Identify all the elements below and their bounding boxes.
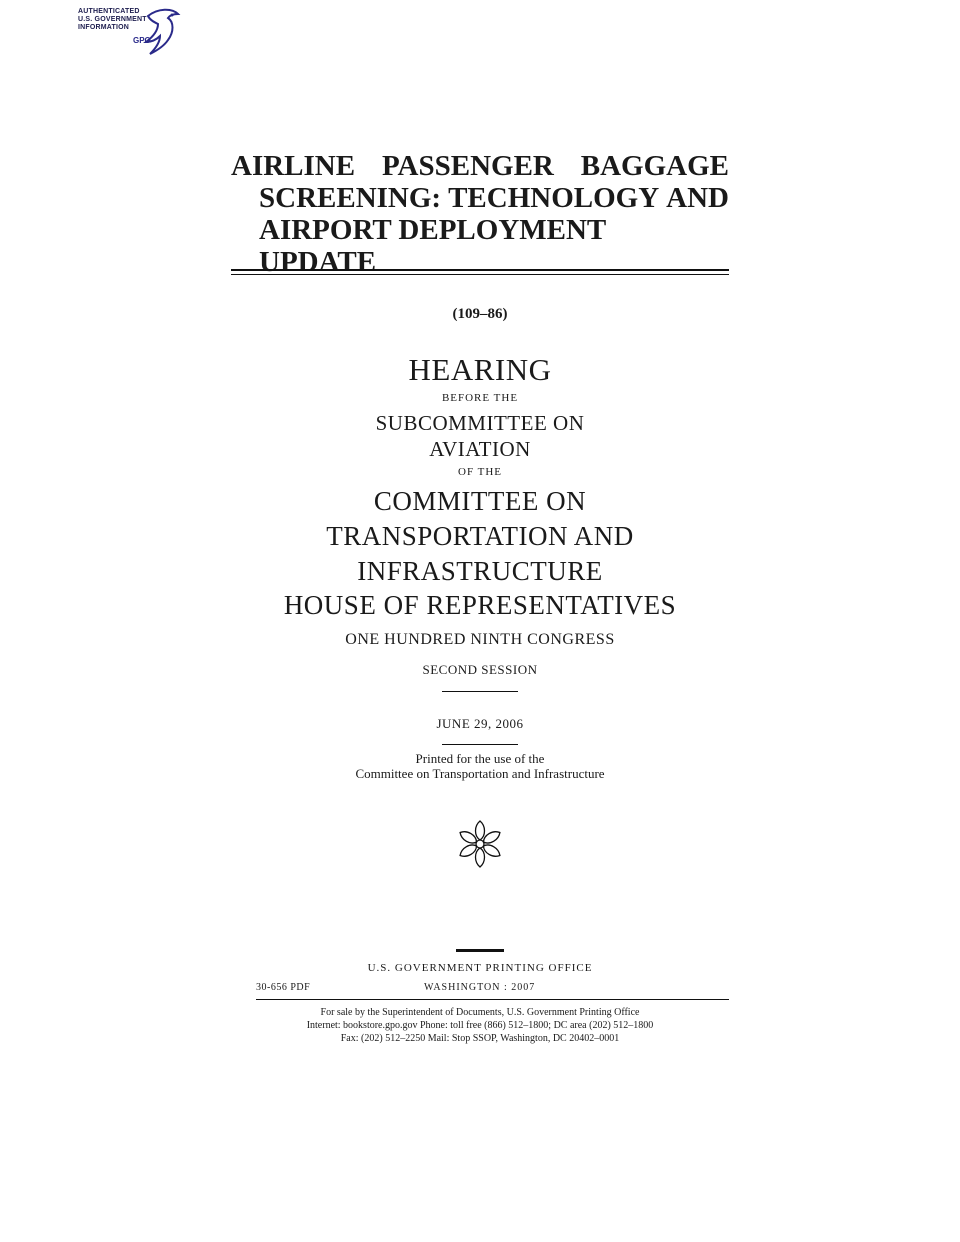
pdf-id: 30-656 PDF xyxy=(256,982,311,993)
printed-line-1: Printed for the use of the xyxy=(415,751,545,766)
title-word: TECHNOLOGY xyxy=(448,182,660,214)
seal-line-2: U.S. GOVERNMENT xyxy=(78,16,147,23)
congress: ONE HUNDRED NINTH CONGRESS xyxy=(345,631,615,648)
committee-line-3: INFRASTRUCTURE xyxy=(357,556,603,586)
of-the: OF THE xyxy=(458,466,502,478)
gpo-ornament-icon xyxy=(454,818,506,870)
house-of-representatives: HOUSE OF REPRESENTATIVES xyxy=(283,590,677,620)
title-rule-top xyxy=(231,269,729,271)
title-rule-bottom xyxy=(231,274,729,275)
hearing-heading: HEARING xyxy=(408,352,552,387)
place-year: WASHINGTON : 2007 xyxy=(424,982,536,993)
printed-line-2: Committee on Transportation and Infrastructure xyxy=(355,766,605,781)
subcommittee-name: AVIATION xyxy=(429,437,531,461)
title-line-2 xyxy=(231,182,729,214)
serial-number: (109–86) xyxy=(452,306,508,322)
title-word: BAGGAGE xyxy=(580,150,729,182)
committee-line-1: COMMITTEE ON xyxy=(373,486,587,516)
publisher-rule xyxy=(456,949,504,952)
committee-line-2: TRANSPORTATION AND xyxy=(326,521,634,551)
hearing-date: JUNE 29, 2006 xyxy=(436,716,524,731)
document-title xyxy=(231,150,729,278)
title-line-3: AIRPORT DEPLOYMENT UPDATE xyxy=(259,214,606,278)
seal-gpo-mark: GPO xyxy=(133,36,151,45)
subcommittee-label: SUBCOMMITTEE ON xyxy=(375,411,585,435)
title-word: PASSENGER xyxy=(381,150,554,182)
gpo-authentication-seal xyxy=(78,6,186,58)
date-rule xyxy=(442,744,518,745)
sale-line-2: Internet: bookstore.gpo.gov Phone: toll free (866) 512–1800; DC area (202) 512–1800 xyxy=(306,1020,654,1031)
session-rule xyxy=(442,691,518,692)
sale-line-1: For sale by the Superintendent of Documents, U.S. Government Printing Office xyxy=(320,1007,640,1018)
seal-line-3: INFORMATION xyxy=(78,24,130,31)
title-line-1 xyxy=(231,150,729,182)
title-word: AND xyxy=(666,182,729,214)
printing-office: U.S. GOVERNMENT PRINTING OFFICE xyxy=(367,962,593,974)
title-word: SCREENING: xyxy=(259,182,442,214)
title-word: AIRLINE xyxy=(231,150,356,182)
eagle-icon xyxy=(134,6,184,58)
seal-line-1: AUTHENTICATED xyxy=(78,8,140,15)
sale-rule xyxy=(256,999,729,1000)
before-the: BEFORE THE xyxy=(441,392,519,404)
session: SECOND SESSION xyxy=(422,662,538,677)
sale-line-3: Fax: (202) 512–2250 Mail: Stop SSOP, Washington, DC 20402–0001 xyxy=(340,1033,620,1044)
